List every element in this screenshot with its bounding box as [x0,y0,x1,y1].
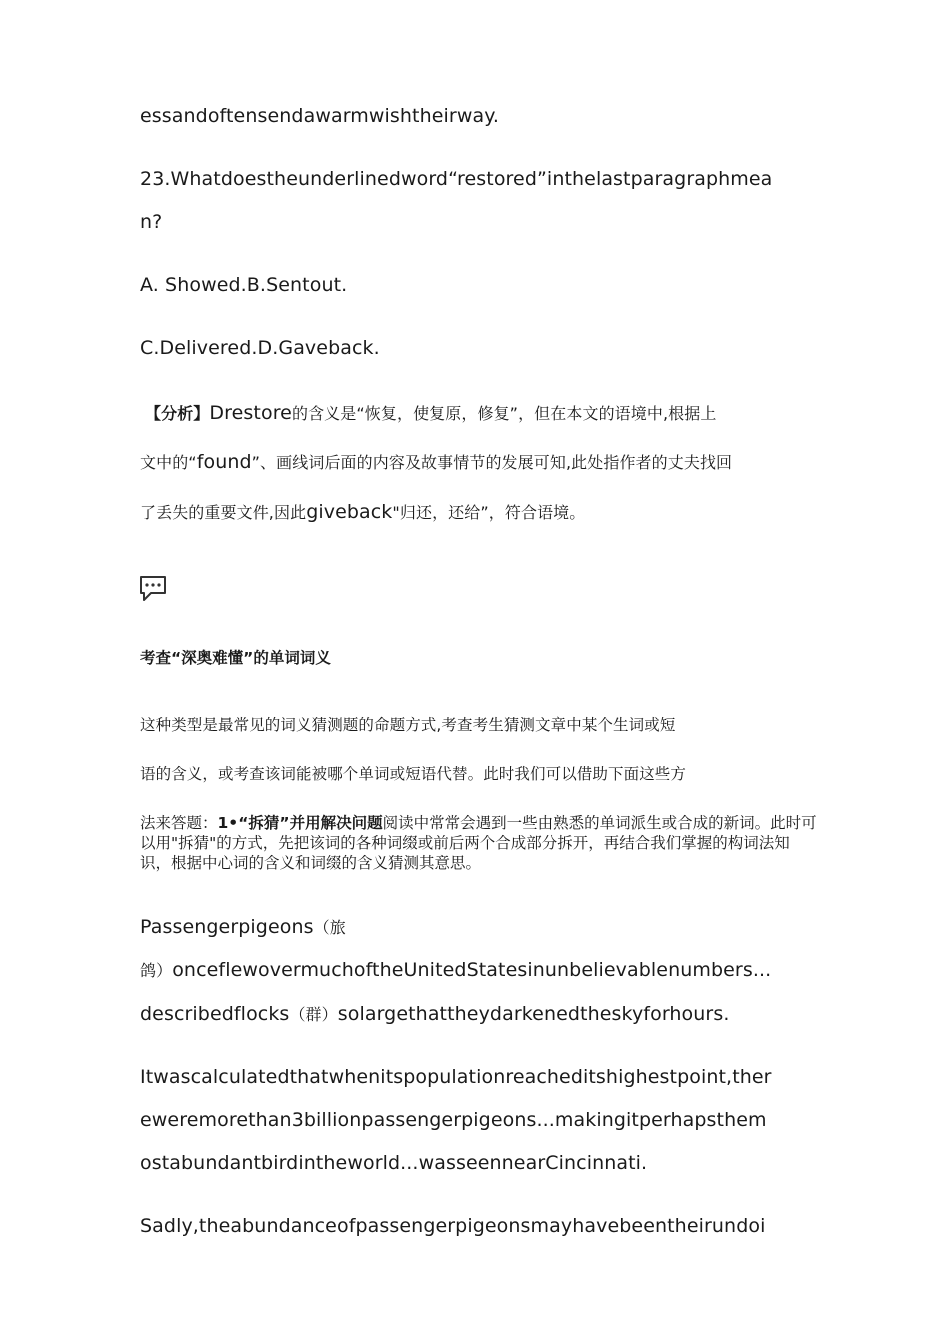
analysis-line-3-text: "归还，还给”，符合语境。 [392,503,586,522]
analysis-line-2-text: ”、画线词后面的内容及故事情节的发展可知,此处指作者的丈夫找回 [251,453,733,472]
passage-line-1-cn: （旅 [313,918,346,937]
tip-method-pre: 法来答题： [140,814,218,832]
analysis-answer: Drestore [209,402,292,424]
options-a-b: A. Showed.B.Sentout. [140,274,348,296]
analysis-keyword-found: found [196,451,252,473]
passage-line-4: Itwascalculatedthatwhenitspopulationreacheditshighestpoint,ther [140,1066,772,1088]
passage-line-7: Sadly,theabundanceofpassengerpigeonsmayhavebeentheirundoi [140,1215,766,1237]
passage-line-3-cn: （群） [289,1005,338,1024]
passage-line-1-en: Passengerpigeons [140,916,314,938]
passage-line-5: eweremorethan3billionpassengerpigeons...makingitperhapsthem [140,1109,767,1131]
tip-paragraph-line-2: 语的含义，或考查该词能被哪个单词或短语代替。此时我们可以借助下面这些方 [140,765,687,783]
tip-method-paragraph [140,813,820,873]
passage-line-2 [140,958,771,983]
tip-method-title: 1•“拆猜”并用解决问题 [217,814,383,832]
analysis-line-3-pre: 了丢失的重要文件,因此 [140,503,307,522]
analysis-line-2-pre: 文中的“ [140,453,197,472]
passage-line-3-en-a: describedflocks [140,1003,290,1025]
speech-bubble-icon [138,574,168,604]
passage-line-3 [140,1002,729,1027]
passage-line-1 [140,915,346,940]
passage-line-3-en-b: solargethattheydarkenedtheskyforhours. [337,1003,730,1025]
analysis-line-3 [140,500,585,525]
question-stem-line-2: n? [140,211,163,233]
analysis-line-1-text: 的含义是“恢复，使复原，修复”，但在本文的语境中,根据上 [291,404,717,423]
tip-paragraph-line-1: 这种类型是最常见的词义猜测题的命题方式,考查考生猜测文章中某个生词或短 [140,716,676,734]
tip-heading: 考查“深奥难懂”的单词词义 [140,649,331,667]
analysis-line-1 [145,401,716,426]
previous-text-line: essandoftensendawarmwishtheirway. [140,105,499,127]
question-stem-line-1: 23.Whatdoestheunderlinedword“restored”inthelastparagraphmea [140,168,773,190]
analysis-label: 【分析】 [145,404,210,423]
passage-line-2-cn: 鸽） [140,961,173,980]
passage-line-2-en: onceflewovermuchoftheUnitedStatesinunbelievablenumbers... [172,959,772,981]
options-c-d: C.Delivered.D.Gaveback. [140,337,380,359]
analysis-keyword-giveback: giveback [306,501,393,523]
tip-method-text: 阅读中常常会遇到一些由熟悉的单词派生或合成的新词。此时可以用"拆猜"的方式，先把该词的各种词缀或前后两个合成部分拆开，再结合我们掌握的构词法知识，根据中心词的含义和词缀的含义猜测其意思。 [140,814,817,872]
passage-line-6: ostabundantbirdintheworld...wasseennearCincinnati. [140,1152,648,1174]
analysis-line-2 [140,450,732,475]
